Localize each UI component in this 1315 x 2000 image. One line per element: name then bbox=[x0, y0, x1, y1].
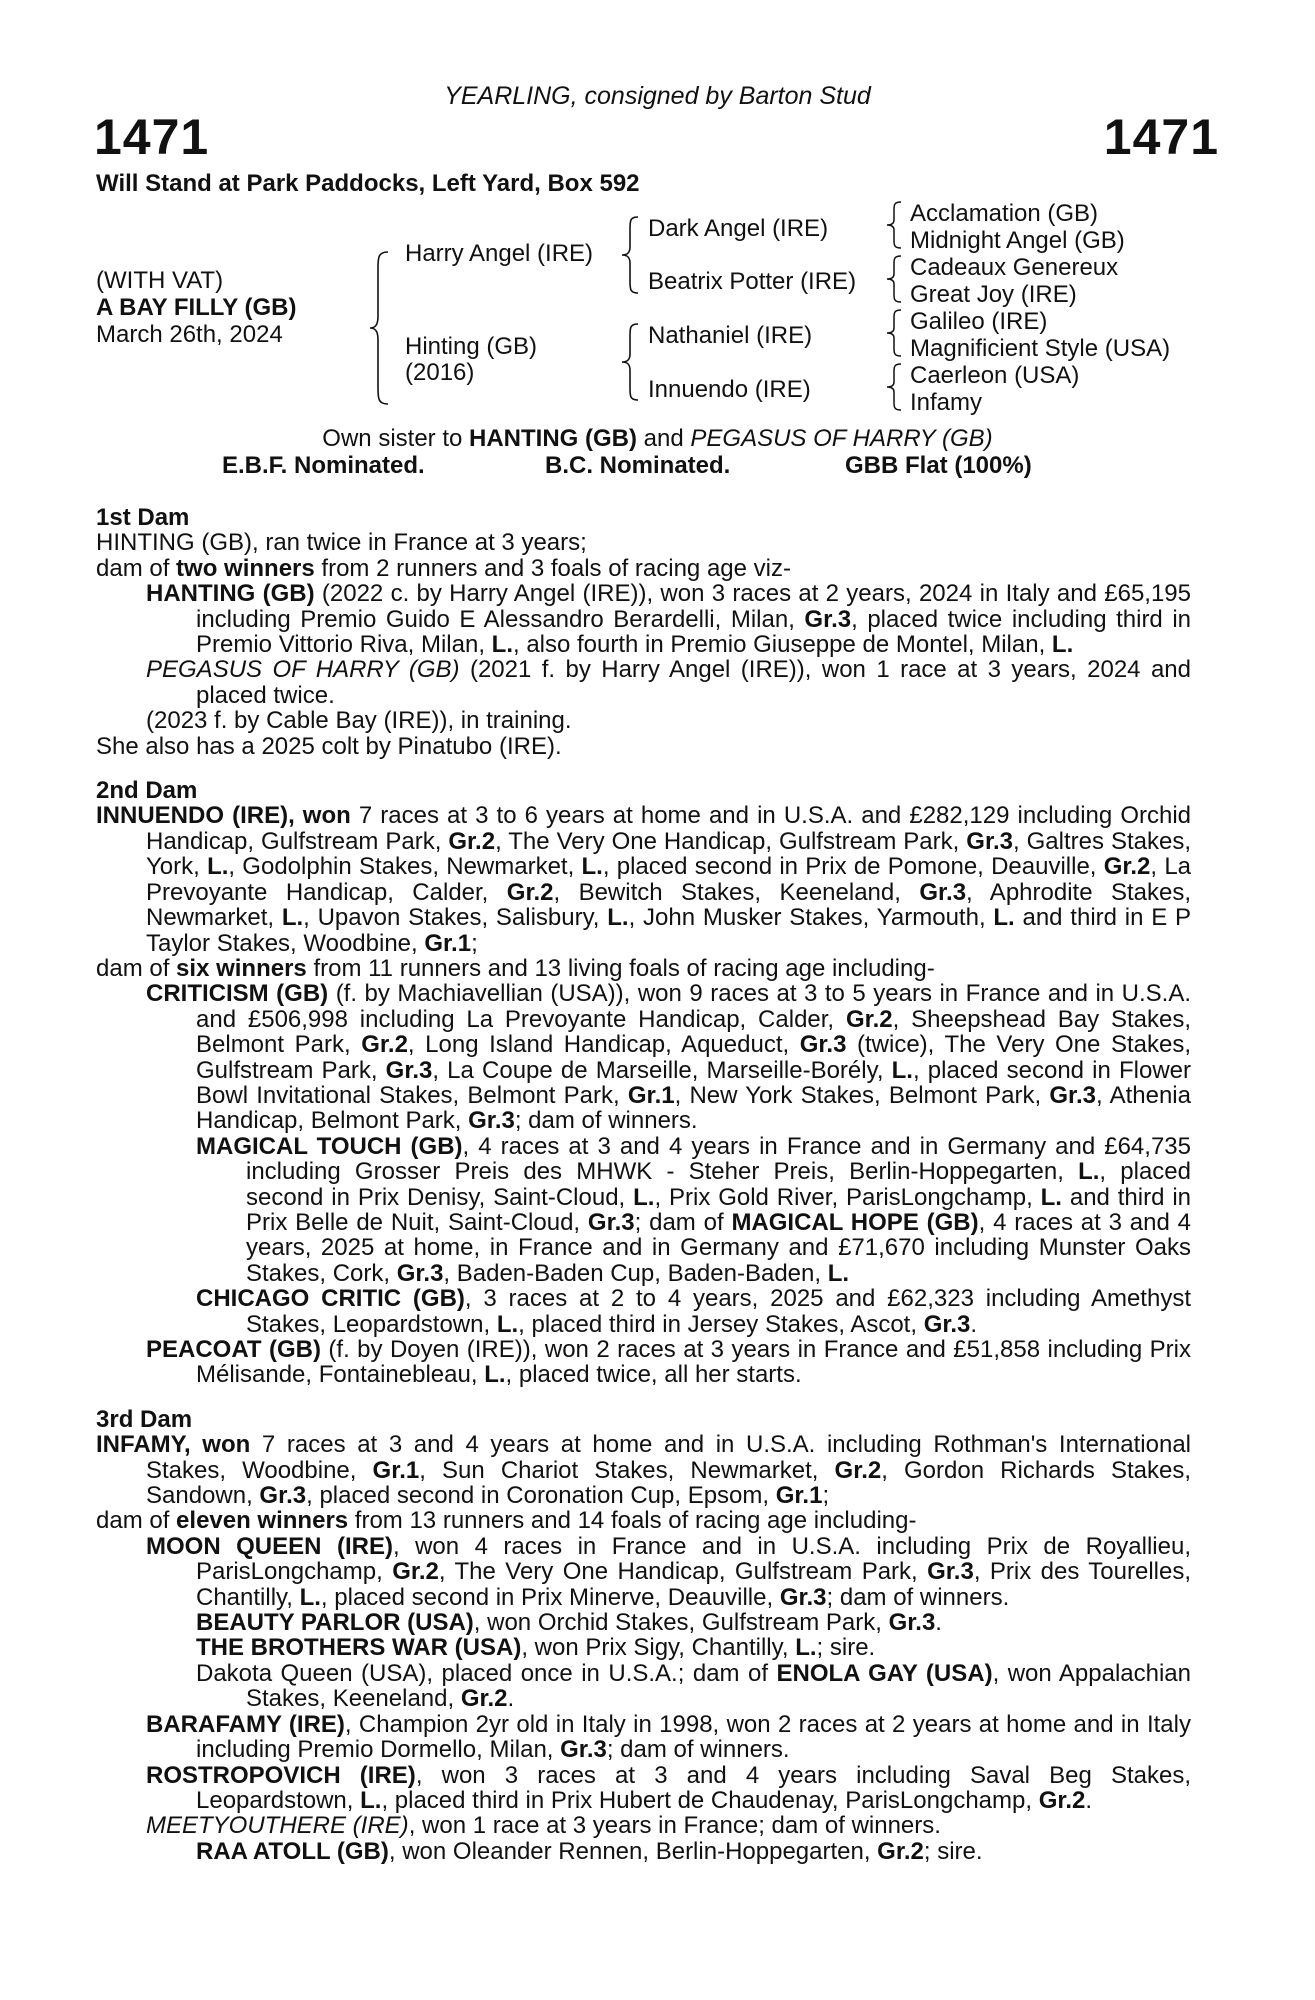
consignment-subtitle: YEARLING, consigned by Barton Stud bbox=[444, 82, 871, 110]
second-dam-heading: 2nd Dam bbox=[96, 777, 198, 805]
foal-peacoat: PEACOAT (GB) (f. by Doyen (IRE)), won 2 races at 3 years in France and £51,858 including Prix Mélisande, Fontainebleau, L., placed twice, all her starts. bbox=[146, 1336, 1191, 1389]
gbb-status: GBB Flat (100%) bbox=[845, 452, 1032, 479]
ggp-2: Midnight Angel (GB) bbox=[910, 227, 1125, 254]
sire-dam: Beatrix Potter (IRE) bbox=[648, 268, 857, 295]
first-dam-also: She also has a 2025 colt by Pinatubo (IRE). bbox=[96, 732, 562, 760]
third-dam-heading: 3rd Dam bbox=[96, 1405, 193, 1433]
ggp-5: Galileo (IRE) bbox=[910, 308, 1048, 335]
foaling-date: March 26th, 2024 bbox=[96, 321, 283, 348]
dam-year: (2016) bbox=[405, 359, 475, 386]
ggp-6: Magnificient Style (USA) bbox=[910, 335, 1171, 362]
foal-rostropovich: ROSTROPOVICH (IRE), won 3 races at 3 and 4 years including Saval Beg Stakes, Leopardstown, L., placed third in Prix Hubert de Chaudenay, ParisLongchamp, Gr.2. bbox=[146, 1761, 1192, 1814]
sibling-hanting: HANTING (GB) bbox=[469, 425, 637, 452]
sire-name: Harry Angel (IRE) bbox=[405, 240, 594, 267]
lot-number-right: 1471 bbox=[1103, 109, 1219, 165]
first-dam-produce-line: dam of two winners from 2 runners and 3 foals of racing age viz- bbox=[96, 554, 791, 582]
foal-2023: (2023 f. by Cable Bay (IRE)), in training. bbox=[146, 707, 572, 735]
dam-name: Hinting (GB) bbox=[405, 333, 538, 360]
foal-raa-atoll: RAA ATOLL (GB), won Oleander Rennen, Berlin-Hoppegarten, Gr.2; sire. bbox=[196, 1837, 983, 1865]
foal-chicago-critic: CHICAGO CRITIC (GB), 3 races at 2 to 4 years, 2025 and £62,323 including Amethyst Stakes, Leopardstown, L., placed third in Jersey Stakes, Ascot, Gr.3. bbox=[196, 1285, 1191, 1338]
produce-record bbox=[96, 505, 1191, 1864]
second-dam-produce-line: dam of six winners from 11 runners and 13 living foals of racing age including- bbox=[96, 954, 935, 982]
second-dam-innuendo: INNUENDO (IRE), won 7 races at 3 to 6 years at home and in U.S.A. and £282,129 including Orchid Handicap, Gulfstream Park, Gr.2, The Very One Handicap, Gulfstream Park, Gr.3, Galtres Stakes, York, L., Godolphin Stakes, Newmarket, L., placed second in Prix de Pomone, Deauville, Gr.2, La Prevoyante Handicap, Calder, Gr.2, Bewitch Stakes, Keeneland, Gr.3, Aphrodite Stakes, Newmarket, L., Upavon Stakes, Salisbury, L., John Musker Stakes, Yarmouth, L. and third in E P Taylor Stakes, Woodbine, Gr.1; bbox=[96, 802, 1192, 957]
foal-meetyouthere: MEETYOUTHERE (IRE), won 1 race at 3 years in France; dam of winners. bbox=[146, 1812, 941, 1840]
ebf-nomination: E.B.F. Nominated. bbox=[222, 452, 425, 479]
lot-number-left: 1471 bbox=[94, 109, 210, 165]
foal-criticism: CRITICISM (GB) (f. by Machiavellian (USA)), won 9 races at 3 to 5 years in France and in U.S.A. and £506,998 including La Prevoyante Handicap, Calder, Gr.2, Sheepshead Bay Stakes, Belmont Park, Gr.2, Long Island Handicap, Aqueduct, Gr.3 (twice), The Very One Stakes, Gulfstream Park, Gr.3, La Coupe de Marseille, Marseille-Borély, L., placed second in Flower Bowl Invitational Stakes, Belmont Park, Gr.1, New York Stakes, Belmont Park, Gr.3, Athenia Handicap, Belmont Park, Gr.3; dam of winners. bbox=[146, 980, 1192, 1135]
stand-location: Will Stand at Park Paddocks, Left Yard, Box 592 bbox=[96, 170, 640, 197]
ggp-7: Caerleon (USA) bbox=[910, 362, 1080, 389]
brace-ggp-1 bbox=[885, 200, 905, 250]
brace-ggp-4 bbox=[885, 362, 905, 412]
dam-dam: Innuendo (IRE) bbox=[648, 376, 811, 403]
brace-ggp-2 bbox=[885, 254, 905, 304]
ggp-3: Cadeaux Genereux bbox=[910, 254, 1119, 281]
first-dam-line-1: HINTING (GB), ran twice in France at 3 years; bbox=[96, 529, 587, 557]
horse-name: A BAY FILLY (GB) bbox=[96, 294, 297, 321]
brace-gen1 bbox=[368, 250, 392, 406]
foal-hanting: HANTING (GB) (2022 c. by Harry Angel (IRE)), won 3 races at 2 years, 2024 in Italy and £65,195 including Premio Guido E Alessandro Berardelli, Milan, Gr.3, placed twice including third in Premio Vittorio Riva, Milan, L., also fourth in Premio Giuseppe de Montel, Milan, L. bbox=[146, 580, 1192, 659]
foal-beauty-parlor: BEAUTY PARLOR (USA), won Orchid Stakes, Gulfstream Park, Gr.3. bbox=[196, 1609, 942, 1637]
sire-sire: Dark Angel (IRE) bbox=[648, 215, 829, 242]
dam-sire: Nathaniel (IRE) bbox=[648, 322, 813, 349]
ggp-8: Infamy bbox=[910, 389, 983, 416]
foal-barafamy: BARAFAMY (IRE), Champion 2yr old in Italy in 1998, won 2 races at 2 years at home and in Italy including Premio Dormello, Milan, Gr.3; dam of winners. bbox=[146, 1710, 1191, 1764]
first-dam-heading: 1st Dam bbox=[96, 504, 190, 531]
foal-magical-touch: MAGICAL TOUCH (GB), 4 races at 3 and 4 years in France and in Germany and £64,735 including Grosser Preis des MHWK - Steher Preis, Berlin-Hoppegarten, L., placed second in Prix Denisy, Saint-Cloud, L., Prix Gold River, ParisLongchamp, L. and third in Prix Belle de Nuit, Saint-Cloud, Gr.3; dam of MAGICAL HOPE (GB), 4 races at 3 and 4 years, 2025 at home, in France and in Germany and £71,670 including Munster Oaks Stakes, Cork, Gr.3, Baden-Baden Cup, Baden-Baden, L. bbox=[196, 1132, 1192, 1287]
ggp-1: Acclamation (GB) bbox=[910, 200, 1099, 227]
bc-nomination: B.C. Nominated. bbox=[545, 452, 731, 479]
third-dam-produce-line: dam of eleven winners from 13 runners and 14 foals of racing age including- bbox=[96, 1507, 917, 1535]
brace-ggp-3 bbox=[885, 308, 905, 358]
vat-note: (WITH VAT) bbox=[96, 267, 224, 294]
foal-the-brothers-war: THE BROTHERS WAR (USA), won Prix Sigy, Chantilly, L.; sire. bbox=[196, 1634, 876, 1662]
own-sister-line: Own sister to HANTING (GB) and PEGASUS OF HARRY (GB) bbox=[322, 425, 993, 452]
foal-moon-queen: MOON QUEEN (IRE), won 4 races in France and in U.S.A. including Prix de Royallieu, ParisLongchamp, Gr.2, The Very One Handicap, Gulfstream Park, Gr.3, Prix des Tourelles, Chantilly, L., placed second in Prix Minerve, Deauville, Gr.3; dam of winners. bbox=[146, 1532, 1192, 1611]
sibling-pegasus: PEGASUS OF HARRY (GB) bbox=[690, 425, 993, 452]
brace-sire bbox=[620, 215, 642, 295]
ggp-4: Great Joy (IRE) bbox=[910, 281, 1077, 308]
third-dam-infamy: INFAMY, won 7 races at 3 and 4 years at home and in U.S.A. including Rothman's International Stakes, Woodbine, Gr.1, Sun Chariot Stakes, Newmarket, Gr.2, Gordon Richards Stakes, Sandown, Gr.3, placed second in Coronation Cup, Epsom, Gr.1; bbox=[96, 1431, 1191, 1510]
brace-dam bbox=[620, 322, 642, 402]
foal-dakota-queen: Dakota Queen (USA), placed once in U.S.A.; dam of ENOLA GAY (USA), won Appalachian Stakes, Keeneland, Gr.2. bbox=[196, 1659, 1191, 1713]
foal-pegasus: PEGASUS OF HARRY (GB) (2021 f. by Harry Angel (IRE)), won 1 race at 3 years, 2024 and placed twice. bbox=[146, 656, 1191, 709]
